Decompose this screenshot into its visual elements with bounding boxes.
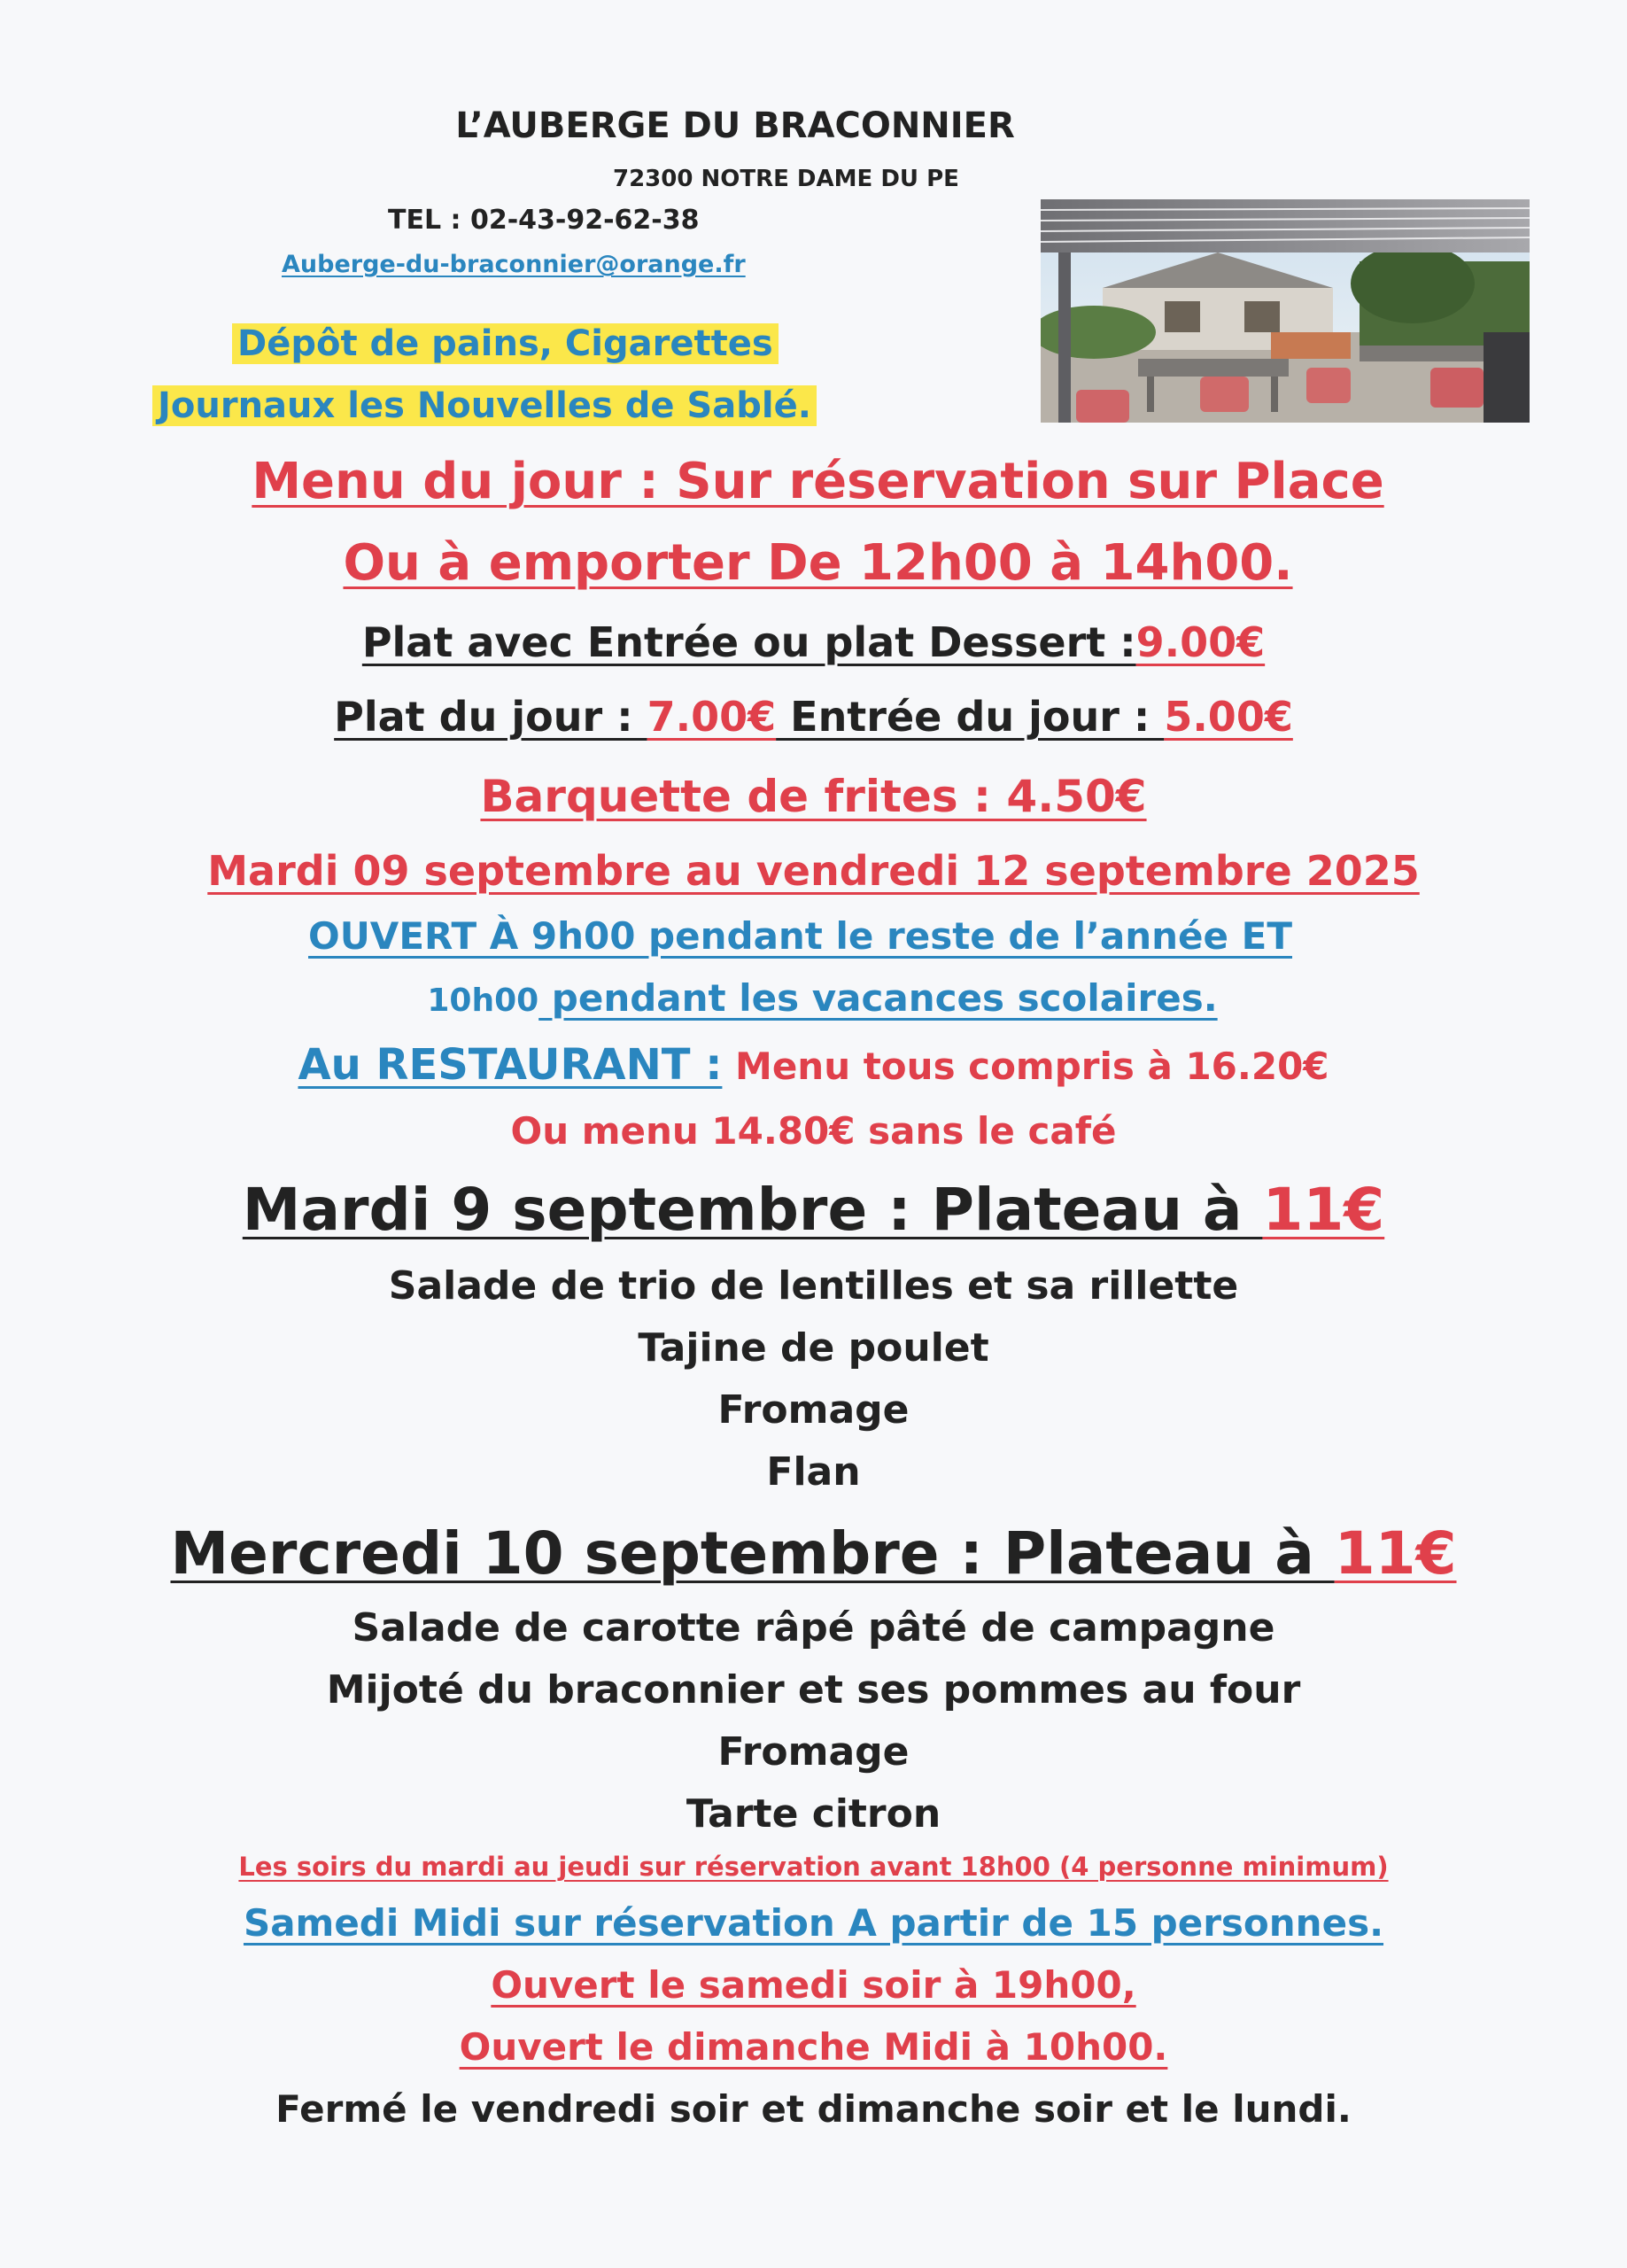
- period-line: Mardi 09 septembre au vendredi 12 septembre 2025: [207, 847, 1420, 895]
- services-line-2-text: Journaux les Nouvelles de Sablé.: [152, 385, 817, 426]
- formula-label: Plat avec Entrée ou plat Dessert :: [361, 618, 1136, 666]
- menu-title-2: Ou à emporter De 12h00 à 14h00.: [343, 534, 1293, 592]
- day-2-item-1: Salade de carotte râpé pâté de campagne: [352, 1605, 1275, 1651]
- saturday-noon-line: Samedi Midi sur réservation A partir de 15 personnes.: [243, 1901, 1384, 1945]
- hours-line-2: [0, 978, 1627, 1019]
- services-line-1: [232, 324, 887, 363]
- email-link[interactable]: Auberge-du-braconnier@orange.fr: [282, 251, 746, 278]
- restaurant-name: L’AUBERGE DU BRACONNIER: [455, 105, 1015, 146]
- day-2-title-text: Mercredi 10 septembre : Plateau à: [170, 1519, 1335, 1588]
- entree-price: 5.00€: [1164, 693, 1293, 741]
- day-2-price: 11€: [1334, 1519, 1457, 1588]
- plat-entree-line: [0, 695, 1627, 740]
- frites-line: Barquette de frites : 4.50€: [480, 771, 1147, 822]
- day-1-item-1: Salade de trio de lentilles et sa rillette: [388, 1263, 1239, 1309]
- formula-line: [0, 620, 1627, 665]
- saturday-evening-line: Ouvert le samedi soir à 19h00,: [491, 1963, 1136, 2007]
- day-2-item-2: Mijoté du braconnier et ses pommes au four: [326, 1667, 1301, 1713]
- sunday-noon-line: Ouvert le dimanche Midi à 10h00.: [459, 2025, 1168, 2069]
- day-1-item-2: Tajine de poulet: [638, 1325, 989, 1371]
- day-2-item-4: Tarte citron: [686, 1791, 941, 1837]
- restaurant-menu-1: Menu tous compris à 16.20€: [722, 1045, 1329, 1088]
- day-1-price: 11€: [1262, 1176, 1385, 1244]
- menu-title-1: Menu du jour : Sur réservation sur Place: [252, 453, 1384, 510]
- hours-line-1: OUVERT À 9h00 pendant le reste de l’année ET: [308, 914, 1292, 958]
- restaurant-label: Au RESTAURANT :: [298, 1040, 723, 1090]
- day-1-item-3: Fromage: [717, 1387, 910, 1433]
- address: 72300 NOTRE DAME DU PE: [613, 166, 959, 192]
- day-1-title: [0, 1178, 1627, 1243]
- hours-time: 10h00: [427, 983, 539, 1019]
- entree-label: Entrée du jour :: [776, 693, 1165, 741]
- day-2-item-3: Fromage: [717, 1729, 910, 1775]
- day-2-title: [0, 1519, 1627, 1588]
- services-line-1-text: Dépôt de pains, Cigarettes: [232, 323, 779, 364]
- day-1-title-text: Mardi 9 septembre : Plateau à: [242, 1176, 1263, 1244]
- plat-price: 7.00€: [647, 693, 777, 741]
- services-line-2: [152, 386, 985, 425]
- terrace-photo: [1041, 199, 1530, 423]
- hours-vacances: pendant les vacances scolaires.: [538, 976, 1218, 1020]
- restaurant-menu-2: Ou menu 14.80€ sans le café: [510, 1109, 1117, 1153]
- restaurant-line: [0, 1042, 1627, 1089]
- day-1-item-4: Flan: [766, 1449, 861, 1495]
- formula-price: 9.00€: [1135, 618, 1266, 666]
- terrace-image: [1041, 199, 1530, 423]
- closed-line: Fermé le vendredi soir et dimanche soir et le lundi.: [275, 2087, 1352, 2131]
- phone: TEL : 02-43-92-62-38: [388, 205, 700, 236]
- plat-label: Plat du jour :: [334, 693, 647, 741]
- evenings-line: Les soirs du mardi au jeudi sur réservation avant 18h00 (4 personne minimum): [238, 1852, 1389, 1882]
